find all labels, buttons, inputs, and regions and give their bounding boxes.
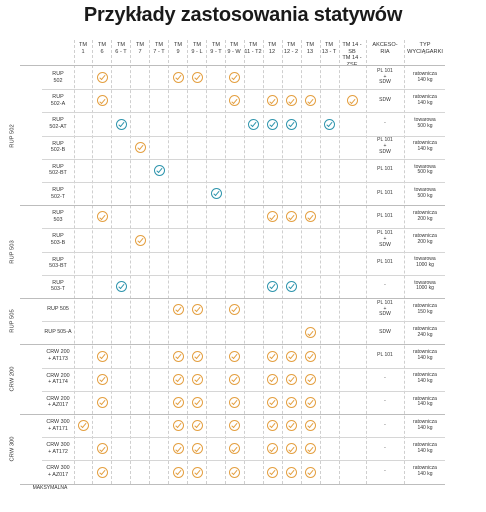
accessory-cell: PL 101 xyxy=(377,352,393,359)
row-label: CRW 300 + AT172 xyxy=(46,442,70,455)
column-header: TM 14 - SB TM 14 - ZSE xyxy=(342,42,362,68)
accessory-cell: - xyxy=(384,421,386,428)
row-label: RUP 505 xyxy=(47,306,69,313)
check-icon xyxy=(305,467,316,478)
column-divider xyxy=(74,40,75,484)
check-icon xyxy=(286,443,297,454)
winch-type-cell: ratownicza 200 kg xyxy=(413,233,437,245)
check-icon xyxy=(286,467,297,478)
group-label-text: RUP 502 xyxy=(10,123,17,148)
winch-type-cell: ratownicza 140 kg xyxy=(413,418,437,431)
check-icon xyxy=(267,351,278,362)
accessory-cell: PL 101 + SDW xyxy=(377,230,393,248)
check-icon xyxy=(173,374,184,385)
column-header: TM 13 - T xyxy=(321,42,337,55)
winch-type-cell: towarowa 1000 kg xyxy=(414,279,436,292)
column-divider xyxy=(149,40,150,484)
group-divider xyxy=(20,414,445,415)
check-icon xyxy=(97,95,108,106)
winch-type-cell: towarowa 500 kg xyxy=(414,163,436,176)
group-divider xyxy=(20,205,445,206)
column-header: TM 1 xyxy=(78,42,88,55)
check-icon xyxy=(97,211,108,222)
winch-type-cell: ratownicza 240 kg xyxy=(413,325,437,338)
group-label-text: CRW 200 xyxy=(10,366,16,392)
check-icon xyxy=(305,397,316,408)
row-label: RUP 502-AT xyxy=(49,117,67,130)
check-icon xyxy=(116,119,127,130)
check-icon xyxy=(229,420,240,431)
footer-label: MAKSYMALNA xyxy=(32,484,68,491)
row-label: CRW 200 + AZ017 xyxy=(46,395,70,409)
accessory-cell: PL 101 xyxy=(377,166,393,173)
check-icon xyxy=(192,397,203,408)
check-icon xyxy=(286,397,297,408)
accessory-cell: SDW xyxy=(379,96,391,103)
winch-type-cell: ratownicza 140 kg xyxy=(413,372,437,385)
check-icon xyxy=(229,304,240,315)
winch-type-cell: ratownicza 140 kg xyxy=(413,140,437,153)
check-icon xyxy=(97,351,108,362)
winch-type-cell: ratownicza 140 kg xyxy=(413,93,437,106)
winch-type-cell: ratownicza 140 kg xyxy=(413,395,437,408)
column-divider xyxy=(282,40,283,484)
check-icon xyxy=(173,72,184,83)
accessory-cell: PL 101 + SDW xyxy=(377,299,393,318)
row-label: RUP 502 xyxy=(52,71,64,84)
check-icon xyxy=(267,420,278,431)
column-divider xyxy=(320,40,321,484)
check-icon xyxy=(192,420,203,431)
column-header: TM 11 - T2 xyxy=(244,42,262,55)
check-icon xyxy=(305,443,316,454)
check-icon xyxy=(192,72,203,83)
accessory-cell: PL 101 xyxy=(377,259,393,266)
check-icon xyxy=(305,420,316,431)
row-label: RUP 505-A xyxy=(44,329,72,336)
check-icon xyxy=(97,467,108,478)
check-icon xyxy=(97,72,108,83)
check-icon xyxy=(192,304,203,315)
check-icon xyxy=(135,142,146,153)
check-icon xyxy=(173,443,184,454)
check-icon xyxy=(229,443,240,454)
winch-type-cell: ratownicza 140 kg xyxy=(413,441,437,454)
row-label: CRW 200 + AT173 xyxy=(46,349,70,362)
check-icon xyxy=(229,397,240,408)
winch-type-cell: ratownicza 200 kg xyxy=(413,209,437,222)
check-icon xyxy=(97,397,108,408)
check-icon xyxy=(229,72,240,83)
check-icon xyxy=(173,467,184,478)
accessory-cell: - xyxy=(384,375,386,382)
column-header: TM 9 - W xyxy=(227,42,241,55)
column-divider xyxy=(301,40,302,484)
group-label-text: CRW 300 xyxy=(10,436,16,462)
accessory-cell: SDW xyxy=(379,328,391,335)
check-icon xyxy=(267,95,278,106)
row-label: CRW 300 + AZ017 xyxy=(46,465,70,478)
check-icon xyxy=(211,188,222,199)
check-icon xyxy=(229,351,240,362)
column-header: AKCESO- RIA xyxy=(372,42,398,55)
group-divider xyxy=(20,298,445,299)
column-header: TM 9 - L xyxy=(191,42,203,55)
check-icon xyxy=(192,351,203,362)
check-icon xyxy=(267,119,278,130)
group-label-text: RUP 503 xyxy=(10,239,17,264)
check-icon xyxy=(173,351,184,362)
group-label xyxy=(7,344,19,414)
accessory-cell: - xyxy=(384,120,386,127)
group-label xyxy=(7,205,19,298)
check-icon xyxy=(267,397,278,408)
check-icon xyxy=(305,351,316,362)
check-icon xyxy=(267,374,278,385)
check-icon xyxy=(305,95,316,106)
row-label: CRW 200 + AT174 xyxy=(46,372,70,386)
column-divider xyxy=(366,40,367,484)
column-divider xyxy=(263,40,264,484)
check-icon xyxy=(248,119,259,130)
column-divider xyxy=(187,40,188,484)
column-divider xyxy=(244,40,245,484)
check-icon xyxy=(267,281,278,292)
winch-type-cell: ratownicza 140 kg xyxy=(413,465,437,477)
winch-type-cell: ratownicza 140 kg xyxy=(413,349,437,361)
column-divider xyxy=(111,40,112,484)
check-icon xyxy=(192,374,203,385)
accessory-cell: - xyxy=(384,398,386,405)
column-divider xyxy=(168,40,169,484)
check-icon xyxy=(97,443,108,454)
check-icon xyxy=(286,281,297,292)
column-divider xyxy=(92,40,93,484)
check-icon xyxy=(229,467,240,478)
column-header: TM 7 - T xyxy=(153,42,165,55)
group-label xyxy=(7,66,19,205)
check-icon xyxy=(305,374,316,385)
column-header: TM 9 xyxy=(173,42,183,55)
check-icon xyxy=(154,165,165,176)
check-icon xyxy=(229,374,240,385)
check-icon xyxy=(286,119,297,130)
check-icon xyxy=(135,235,146,246)
row-label: RUP 502-BT xyxy=(49,163,67,177)
check-icon xyxy=(78,420,89,431)
column-header: TM 7 xyxy=(135,42,145,55)
row-label: RUP 502-A xyxy=(50,94,66,107)
group-divider xyxy=(20,344,445,345)
check-icon xyxy=(286,95,297,106)
check-icon xyxy=(229,95,240,106)
accessory-cell: - xyxy=(384,468,386,475)
row-label: RUP 503-T xyxy=(50,279,66,293)
row-label: RUP 502-T xyxy=(50,187,66,200)
winch-type-cell: towarowa 500 kg xyxy=(414,117,436,129)
column-header: TM 12 xyxy=(267,42,277,55)
column-divider xyxy=(339,40,340,484)
row-label: RUP 503 xyxy=(52,210,64,223)
check-icon xyxy=(192,443,203,454)
winch-type-cell: ratownicza 140 kg xyxy=(413,70,437,83)
group-label-text: RUP 505 xyxy=(10,309,17,333)
accessory-cell: - xyxy=(384,444,386,451)
accessory-cell: PL 101 xyxy=(377,212,393,219)
column-header: TM 12 - 2 xyxy=(283,42,299,55)
row-label: CRW 300 + AT171 xyxy=(46,419,70,432)
column-divider xyxy=(206,40,207,484)
row-label: RUP 503-B xyxy=(50,233,66,246)
check-icon xyxy=(267,211,278,222)
row-label: RUP 503-BT xyxy=(49,256,67,270)
check-icon xyxy=(173,304,184,315)
check-icon xyxy=(324,119,335,130)
column-header: TM 6 - T xyxy=(115,42,127,55)
check-icon xyxy=(173,420,184,431)
check-icon xyxy=(173,397,184,408)
column-divider xyxy=(130,40,131,484)
column-header: TM 9 - T xyxy=(210,42,222,55)
check-icon xyxy=(286,351,297,362)
accessory-cell: PL 101 + SDW xyxy=(377,137,393,156)
group-label xyxy=(7,414,19,484)
check-icon xyxy=(286,374,297,385)
row-label: RUP 502-B xyxy=(50,140,66,154)
accessory-cell: PL 101 + SDW xyxy=(377,67,393,86)
accessory-cell: PL 101 xyxy=(377,189,393,196)
check-icon xyxy=(305,211,316,222)
column-header: TM 13 xyxy=(305,42,315,55)
check-icon xyxy=(347,95,358,106)
check-icon xyxy=(267,467,278,478)
check-icon xyxy=(286,420,297,431)
check-icon xyxy=(286,211,297,222)
column-divider xyxy=(225,40,226,484)
check-icon xyxy=(267,443,278,454)
winch-type-cell: towarowa 500 kg xyxy=(414,186,436,199)
column-header: TM 6 xyxy=(97,42,107,55)
column-header: TYP WYCIĄGARKI xyxy=(407,42,443,55)
winch-type-cell: ratownicza 150 kg xyxy=(413,302,437,315)
check-icon xyxy=(116,281,127,292)
check-icon xyxy=(97,374,108,385)
group-label xyxy=(7,298,19,344)
page-title: Przykłady zastosowania statywów xyxy=(83,4,403,26)
winch-type-cell: towarowa 1000 kg xyxy=(414,256,436,269)
group-divider xyxy=(20,484,445,485)
check-icon xyxy=(192,467,203,478)
accessory-cell: - xyxy=(384,282,386,289)
check-icon xyxy=(305,327,316,338)
